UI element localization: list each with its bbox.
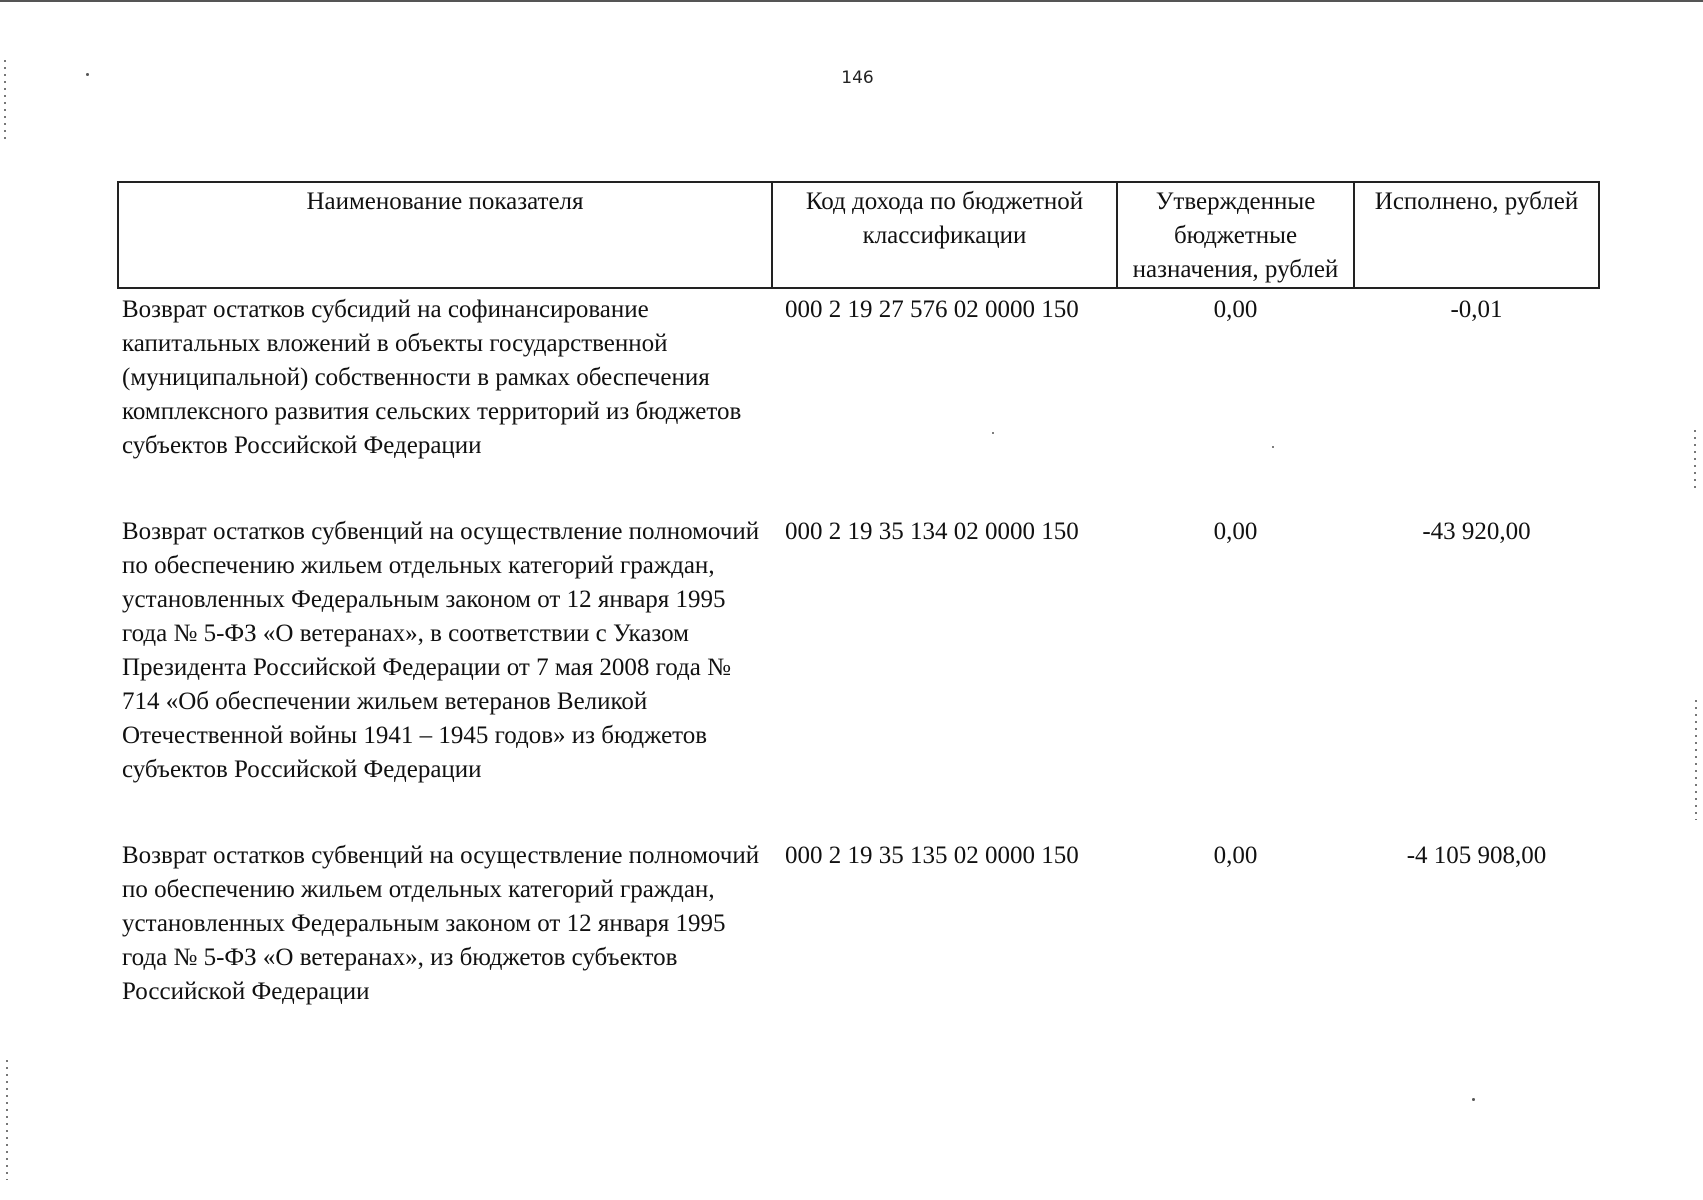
row-name: Возврат остатков субвенций на осуществление полномочий по обеспечению жильем отдельных категорий граждан, установленных Федеральным законом от 12 января 1995 года № 5-ФЗ «О ветеранах», из бюджетов субъектов Российской Федерации — [122, 842, 760, 1005]
table-row — [118, 515, 1599, 839]
row-code: 000 2 19 27 576 02 0000 150 — [785, 296, 1079, 323]
header-approved: Утвержденные бюджетные назначения, рублей — [1117, 182, 1354, 288]
scan-speck — [1472, 1098, 1475, 1101]
scan-top-edge — [0, 0, 1703, 2]
scan-right-edge-noise-upper — [1694, 430, 1696, 490]
row-code: 000 2 19 35 135 02 0000 150 — [785, 842, 1079, 869]
table-header-row — [118, 182, 1599, 288]
header-code: Код дохода по бюджетной классификации — [772, 182, 1117, 288]
row-approved: 0,00 — [1213, 518, 1258, 545]
row-name: Возврат остатков субвенций на осуществление полномочий по обеспечению жильем отдельных категорий граждан, установленных Федеральным законом от 12 января 1995 года № 5-ФЗ «О ветеранах», в соответствии с Указом Президента Российской Федерации от 7 мая 2008 года № 714 «Об обеспечении жильем ветеранов Великой Отечественной войны 1941 – 1945 годов» из бюджетов субъектов Российской Федерации — [122, 518, 760, 783]
scan-right-edge-noise — [1695, 700, 1697, 820]
row-executed: -4 105 908,00 — [1406, 842, 1547, 869]
row-executed: -43 920,00 — [1422, 518, 1531, 545]
table-row — [118, 288, 1599, 515]
table-row — [118, 839, 1599, 1009]
header-executed: Исполнено, рублей — [1354, 182, 1599, 288]
row-approved: 0,00 — [1213, 296, 1258, 323]
row-code: 000 2 19 35 134 02 0000 150 — [785, 518, 1079, 545]
row-approved: 0,00 — [1213, 842, 1258, 869]
page-number: 146 — [841, 68, 874, 88]
scan-left-edge-noise-lower — [6, 1060, 8, 1180]
budget-table — [117, 181, 1600, 1009]
header-name: Наименование показателя — [118, 182, 772, 288]
row-executed: -0,01 — [1450, 296, 1503, 323]
row-name: Возврат остатков субсидий на софинансирование капитальных вложений в объекты государственной (муниципальной) собственности в рамках обеспечения комплексного развития сельских территорий из бюджетов субъектов Российской Федерации — [122, 296, 742, 459]
